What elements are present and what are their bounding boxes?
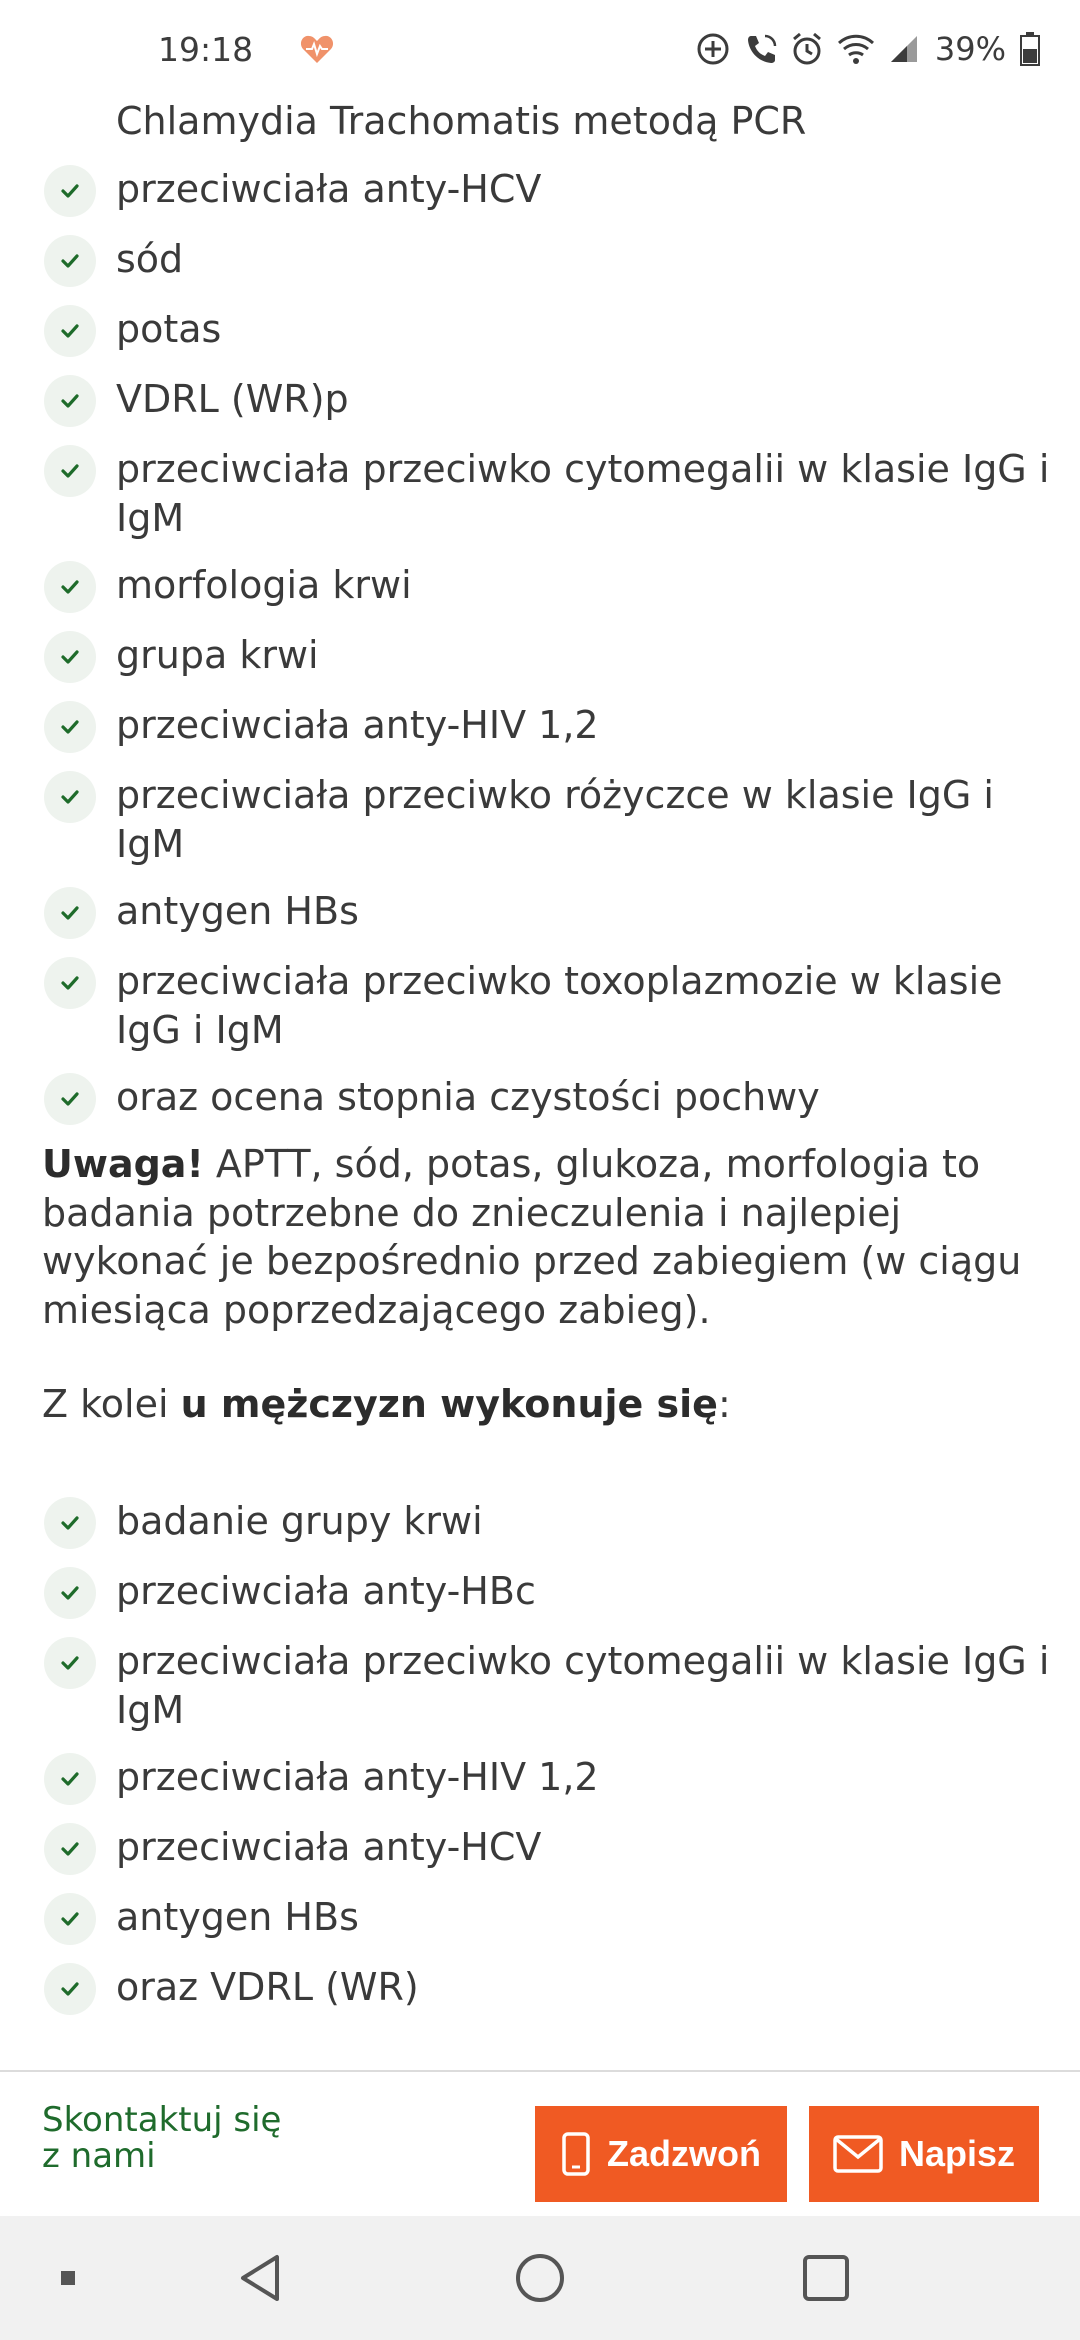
men-intro-suffix: :: [717, 1382, 731, 1426]
checkmark-icon: [44, 235, 96, 287]
checkmark-icon: [44, 1823, 96, 1875]
checkmark-icon: [44, 165, 96, 217]
contact-bar: [0, 2070, 1080, 2216]
note-label: Uwaga!: [42, 1142, 204, 1186]
list-item-text: morfologia krwi: [116, 563, 412, 607]
checkmark-icon: [44, 1963, 96, 2015]
back-triangle-icon: [237, 2253, 283, 2303]
checkmark-icon: [44, 1073, 96, 1125]
women-test-item: [44, 957, 1054, 1055]
write-button[interactable]: [809, 2106, 1039, 2202]
wifi-calling-icon: [745, 32, 777, 66]
list-item-text: przeciwciała przeciwko różyczce w klasie IgG i IgM: [116, 773, 994, 866]
note-paragraph: [42, 1140, 1052, 1334]
small-square-icon: [59, 2269, 77, 2287]
battery-icon: [1020, 32, 1040, 66]
list-item-text: sód: [116, 237, 184, 281]
men-intro-paragraph: [42, 1380, 1052, 1429]
checkmark-icon: [44, 375, 96, 427]
checkmark-icon: [44, 1753, 96, 1805]
women-test-item: [44, 1073, 1054, 1125]
men-test-item: [44, 1823, 1054, 1875]
checkmark-icon: [44, 305, 96, 357]
system-nav-bar: [0, 2216, 1080, 2340]
signal-icon: [889, 34, 919, 64]
continued-list-text: Chlamydia Trachomatis metodą PCR: [116, 99, 807, 143]
checkmark-icon: [44, 631, 96, 683]
list-item-text: przeciwciała anty-HCV: [116, 1825, 542, 1869]
location-add-icon: [695, 31, 731, 67]
women-test-item: [44, 771, 1054, 869]
list-item-text: oraz VDRL (WR): [116, 1965, 419, 2009]
phone-icon: [561, 2132, 591, 2176]
list-item-text: przeciwciała przeciwko toxoplazmozie w klasie IgG i IgM: [116, 959, 1003, 1052]
checkmark-icon: [44, 1637, 96, 1689]
women-test-item: [44, 165, 1054, 217]
contact-label: Skontaktuj się z nami: [42, 2100, 282, 2176]
checkmark-icon: [44, 887, 96, 939]
nav-back-button[interactable]: [210, 2216, 310, 2340]
call-button[interactable]: [535, 2106, 787, 2202]
list-item-text: przeciwciała anty-HIV 1,2: [116, 1755, 599, 1799]
checkmark-icon: [44, 771, 96, 823]
women-test-item: [44, 631, 1054, 683]
list-item-text: antygen HBs: [116, 1895, 359, 1939]
men-test-item: [44, 1637, 1054, 1735]
list-item-text: przeciwciała przeciwko cytomegalii w klasie IgG i IgM: [116, 1639, 1050, 1732]
men-test-item: [44, 1963, 1054, 2015]
checkmark-icon: [44, 1893, 96, 1945]
men-test-item: [44, 1567, 1054, 1619]
men-tests-list: [44, 1497, 1054, 2033]
checkmark-icon: [44, 1567, 96, 1619]
women-test-item: [44, 887, 1054, 939]
men-test-item: [44, 1497, 1054, 1549]
status-bar: [0, 0, 1080, 100]
women-test-item: [44, 561, 1054, 613]
checkmark-icon: [44, 957, 96, 1009]
nav-recents-dot[interactable]: [40, 2216, 96, 2340]
alarm-icon: [791, 32, 823, 66]
write-button-label: Napisz: [898, 2133, 1016, 2174]
nav-home-button[interactable]: [490, 2216, 590, 2340]
note-text: APTT, sód, potas, glukoza, morfologia to badania potrzebne do znieczulenia i najlepiej wykonać je bezpośrednio przed zabiegiem (w ciągu miesiąca poprzedzającego zabieg).: [42, 1142, 1022, 1332]
list-item-text: przeciwciała przeciwko cytomegalii w klasie IgG i IgM: [116, 447, 1050, 540]
women-test-item: [44, 701, 1054, 753]
list-item-text: grupa krwi: [116, 633, 319, 677]
list-item-text: badanie grupy krwi: [116, 1499, 483, 1543]
women-test-item: [44, 445, 1054, 543]
battery-percent: 39%: [934, 30, 1006, 68]
list-item-text: potas: [116, 307, 222, 351]
women-tests-list: [44, 165, 1054, 1143]
checkmark-icon: [44, 445, 96, 497]
mail-icon: [833, 2135, 883, 2173]
list-item-text: antygen HBs: [116, 889, 359, 933]
list-item-text: przeciwciała anty-HCV: [116, 167, 542, 211]
list-item-text: przeciwciała anty-HIV 1,2: [116, 703, 599, 747]
men-test-item: [44, 1893, 1054, 1945]
checkmark-icon: [44, 701, 96, 753]
checkmark-icon: [44, 1497, 96, 1549]
wifi-icon: [837, 33, 875, 65]
men-intro-prefix: Z kolei: [42, 1382, 181, 1426]
list-item-text: przeciwciała anty-HBc: [116, 1569, 536, 1613]
nav-overview-button[interactable]: [776, 2216, 876, 2340]
men-intro-bold: u mężczyzn wykonuje się: [180, 1382, 718, 1426]
home-circle-icon: [514, 2252, 566, 2304]
heart-rate-icon: [300, 34, 334, 64]
women-test-item: [44, 375, 1054, 427]
status-time: 19:18: [158, 30, 254, 69]
women-test-item: [44, 305, 1054, 357]
checkmark-icon: [44, 561, 96, 613]
women-test-item: [44, 235, 1054, 287]
overview-square-icon: [801, 2253, 851, 2303]
men-test-item: [44, 1753, 1054, 1805]
list-item-text: oraz ocena stopnia czystości pochwy: [116, 1075, 820, 1119]
list-item-text: VDRL (WR)p: [116, 377, 349, 421]
call-button-label: Zadzwoń: [607, 2133, 761, 2174]
